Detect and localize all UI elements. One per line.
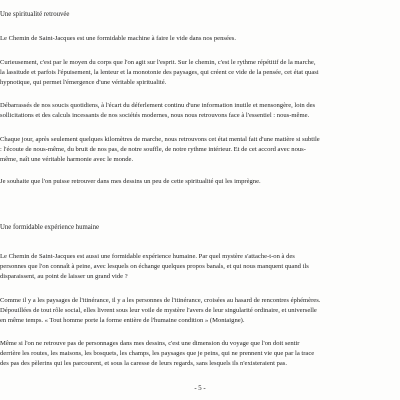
section-divider xyxy=(0,210,400,211)
paragraph-line: des pas des pèlerins qui les parcourent, et sous la caresse de leurs regards, sans lesquels ils n'existeraient pas. xyxy=(0,360,288,367)
paragraph-line: hypnotique, qui permet l'émergence d'une véritable spiritualité. xyxy=(0,79,167,86)
paragraph-line: en même temps. « Tout homme porte la forme entière de l'humaine condition » (Montaigne). xyxy=(0,317,245,324)
paragraph-line: Même si l'on ne retrouve pas de personnages dans mes dessins, c'est une dimension du voyage que l'on doit sentir xyxy=(0,340,300,347)
paragraph-line: : l'écoute de nous-même, du bruit de nos pas, de notre souffle, de notre rythme intérieur. Et de cet accord avec nous- xyxy=(0,146,306,153)
paragraph-line: Le Chemin de Saint-Jacques est une formidable machine à faire le vide dans nos pensées. xyxy=(0,35,237,42)
page-number: - 5 - xyxy=(194,385,206,392)
paragraph-line: même, naît une véritable harmonie avec le monde. xyxy=(0,156,134,163)
paragraph-line: sollicitations et des calculs incessants de nos sociétés modernes, nous nous retrouvons face à l'essentiel : nous-même. xyxy=(0,112,310,119)
paragraph-line: Chaque jour, après seulement quelques kilomètres de marche, nous retrouvons cet état mental fait d'une matière si subtile xyxy=(0,136,320,143)
paragraph-line: derrière les routes, les maisons, les bosquets, les champs, les paysages que je peins, qui ne prennent vie que par la trace xyxy=(0,350,315,357)
paragraph-line: Le Chemin de Saint-Jacques est aussi une formidable expérience humaine. Par quel mystère s'attache-t-on à des xyxy=(0,253,295,260)
paragraph-line: Je souhaite que l'on puisse retrouver dans mes dessins un peu de cette spiritualité qui les imprègne. xyxy=(0,178,261,185)
paragraph-line: Débarrassés de nos soucis quotidiens, à l'écart du déferlement continu d'une information inutile et mensongère, loin des xyxy=(0,102,316,109)
paragraph-line: disparaissent, au point de laisser un grand vide ? xyxy=(0,273,128,280)
section-title-human-experience: Une formidable expérience humaine xyxy=(0,224,100,231)
paragraph-line: personnes que l'on connaît à peine, avec lesquels on échange quelques propos banals, et qui nous manquent quand ils xyxy=(0,263,309,270)
paragraph-line: Curieusement, c'est par le moyen du corps que l'on agit sur l'esprit. Sur le chemin, c'est le rythme répétitif de la marche, xyxy=(0,59,316,66)
section-title-spirituality: Une spiritualité retrouvée xyxy=(0,11,70,18)
paragraph-line: Dépouillées de tout rôle social, elles livrent sous leur voile de mystère l'avers de leur singularité ordinaire, et universelle xyxy=(0,307,317,314)
paragraph-line: la lassitude et parfois l'épuisement, la lenteur et la monotonie des paysages, qui créent ce vide de la pensée, cet état quasi xyxy=(0,69,319,76)
paragraph-line: Comme il y a les paysages de l'itinérance, il y a les personnes de l'itinérance, croisées au hasard de rencontres éphémères. xyxy=(0,297,321,304)
